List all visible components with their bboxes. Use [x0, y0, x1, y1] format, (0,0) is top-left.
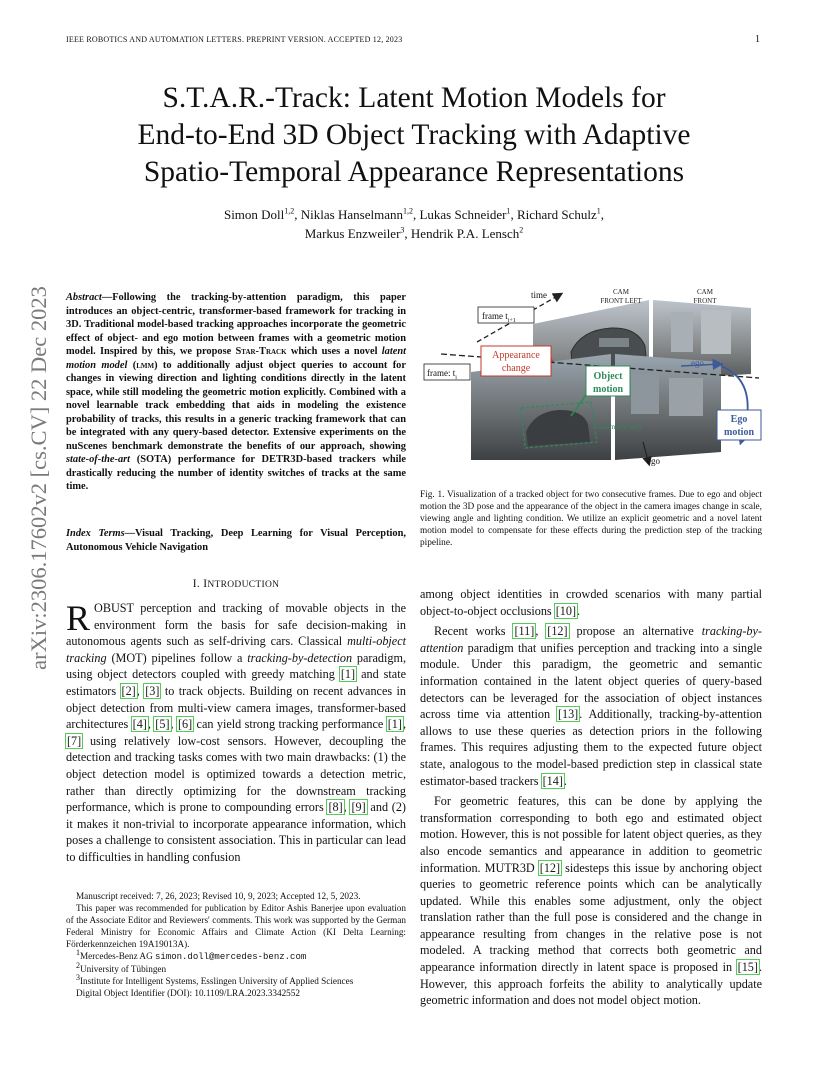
section-title-initial: I	[203, 578, 208, 590]
ego-top-label: ego	[691, 358, 704, 368]
ego-bottom-label: ego	[647, 456, 660, 466]
citation-link[interactable]: [6]	[177, 717, 193, 732]
lmm-abbreviation: lmm	[136, 359, 155, 371]
body-text: and (2) it makes it non-trivial to incorporate appearance information, which poses a challenge to consistent association. This in particular can lead to difficulties in handling confusion	[66, 800, 406, 864]
footnote-affiliation-2	[66, 960, 406, 975]
citation-link[interactable]: [1]	[387, 717, 402, 732]
author-line-1: Simon Doll$^{1,2}$, Niklas Hanselmann$^{1,2}$, Lukas Schneider$^1$, Richard Schulz$^1$,	[223, 206, 605, 222]
author-list	[66, 205, 762, 243]
index-terms-text: —Visual Tracking, Deep Learning for Visual Perception, Autonomous Vehicle Navigation	[66, 528, 406, 553]
section-heading	[66, 578, 406, 590]
cam-front-label-2: FRONT	[693, 297, 717, 305]
author-name: Richard Schulz	[516, 207, 597, 222]
citation-link[interactable]: [12]	[547, 624, 568, 639]
body-text: ,	[535, 624, 547, 639]
citation-link[interactable]: [10]	[555, 603, 577, 618]
section-number: I.	[192, 578, 201, 590]
index-terms-label: Index Terms	[66, 528, 125, 539]
body-text: ,	[402, 717, 406, 732]
caption-text: Visualization of a tracked object for two consecutive frames. Due to ego and object motion the 3D pose and the appearance of the object in the camera images change in scale, viewing angle and lighting condition. We utilize an explicit geometric and a novel latent motion model to compensate for these effects during the prediction step of the tracking pipeline.	[420, 490, 762, 548]
citation-link[interactable]: [2]	[121, 683, 136, 698]
citation-link[interactable]: [12]	[539, 860, 561, 875]
footnote-affiliation-1	[66, 947, 406, 963]
title-line-3: Spatio-Temporal Appearance Representations	[143, 156, 685, 188]
affiliation-mark: 1	[76, 947, 80, 957]
body-text: For geometric features, this can be done by applying the transformation corresponding to both ego and estimated object motion. However, this is not possible for latent object queries, as they also encode semantics and appearance in addition to geometric information. MUTR3D	[420, 794, 762, 875]
body-italic: multi-object tracking	[66, 634, 406, 665]
author-affiliation-mark: 3	[400, 225, 405, 235]
footnote-affiliation-3	[66, 972, 406, 987]
caption-label: Fig. 1.	[420, 490, 445, 500]
arxiv-stamp-text: arXiv:2306.17602v2 [cs.CV] 22 Dec 2023	[26, 285, 51, 670]
body-text: OBUST perception and tracking of movable objects in the environment form the basis for safe decision-making in autonomous agents such as self-driving cars. Classical	[66, 601, 406, 649]
figure-1-illustration	[421, 282, 763, 474]
building-shape	[671, 312, 693, 352]
email-address[interactable]: simon.doll@mercedes-benz.com	[155, 952, 307, 962]
citation-link[interactable]: [13]	[557, 707, 579, 722]
affiliation-text: Institute for Intelligent Systems, Esslingen University of Applied Sciences	[80, 976, 354, 986]
method-name: Star-Track	[235, 346, 287, 357]
running-header: IEEE ROBOTICS AND AUTOMATION LETTERS. PREPRINT VERSION. ACCEPTED 12, 2023	[66, 35, 403, 44]
body-text: ,	[170, 717, 177, 732]
abstract	[66, 291, 406, 494]
footnote-doi: Digital Object Identifier (DOI): 10.1109/LRA.2023.3342552	[76, 988, 300, 998]
time-label: time	[531, 290, 547, 300]
appearance-change-label-1: Appearance	[492, 350, 540, 361]
building-shape	[701, 310, 731, 354]
citation-link[interactable]: [1]	[340, 667, 356, 682]
footnotes	[66, 890, 406, 999]
arxiv-stamp	[20, 280, 58, 675]
abstract-text: (	[127, 359, 137, 371]
citation-link[interactable]: [4]	[132, 717, 147, 732]
cam-image-current-front	[615, 354, 721, 460]
appearance-change-label-2: change	[501, 363, 531, 374]
body-text: propose an alternative	[568, 624, 702, 639]
cam-front-left-label-1: CAM	[613, 288, 629, 296]
ego-motion-label-1: Ego	[730, 414, 748, 425]
body-text: to track objects. Building on recent advances in object detection from multi-view camera images, transformer-based architectures	[66, 683, 407, 732]
lmm-term: latent motion model	[66, 346, 407, 371]
cam-front-label-1: CAM	[697, 288, 713, 296]
citation-link[interactable]: [3]	[145, 683, 160, 698]
sota-term: state-of-the-art	[66, 454, 131, 465]
citation-link[interactable]: [8]	[328, 800, 343, 815]
body-text: Recent works	[434, 624, 514, 639]
abstract-text: which uses a novel	[286, 346, 382, 357]
affiliation-mark: 3	[76, 972, 80, 982]
body-text: . Additionally, tracking-by-attention allows to use these queries as detection priors in the following frames. This requires adjusting them to the expected future object state, analogous to the model-based prediction step in classical state estimator-based trackers	[420, 707, 763, 788]
paragraph	[420, 793, 762, 1009]
abstract-text: ) to additionally adjust object queries to account for changes in viewing direction and lighting conditions directly in the latent space, while still modeling the geometric motion explicitly. Combined with a novel learnable track embedding that aids in modeling the existence probability of tracks, this results in a generic tracking framework that can be integrated with any query-based detector. Extensive experiments on the nuScenes benchmark demonstrate the benefits of our approach, showing	[66, 359, 406, 452]
author-name: Simon Doll	[223, 207, 285, 222]
author-affiliation-mark: 1	[506, 206, 511, 216]
abstract-text: (SOTA) performance for DETR3D-based trackers while drastically reducing the number of identity switches of tracks at the same time.	[66, 454, 406, 492]
intro-right-column	[420, 586, 762, 1009]
frame-current-label: frame: $t_i$	[427, 368, 457, 381]
author-affiliation-mark: 2	[519, 225, 524, 235]
author-line-2: Markus Enzweiler$^3$, Hendrik P.A. Lensch$^2$	[304, 225, 524, 241]
page-number: 1	[755, 34, 760, 45]
citation-link[interactable]: [7]	[67, 733, 82, 748]
body-text: ,	[147, 717, 155, 732]
figure-1	[421, 282, 763, 474]
building-shape	[631, 374, 659, 414]
footnote-received: Manuscript received: 7, 26, 2023; Revised 10, 9, 2023; Accepted 12, 5, 2023.	[76, 891, 361, 901]
body-text: and state estimators	[66, 667, 407, 698]
drop-cap: R	[66, 598, 91, 638]
author-name: Hendrik P.A. Lensch	[410, 226, 520, 241]
title-line-2: End-to-End 3D Object Tracking with Adaptive	[137, 119, 691, 151]
body-text: . However, this approach forfeits the ability to analytically update geometric information and does not model object motion.	[420, 960, 762, 1008]
object-motion-label-2: motion	[593, 384, 623, 395]
affiliation-mark: 2	[76, 960, 80, 970]
body-text: using relatively low-cost sensors. However, decoupling the detection and tracking tasks comes with two main drawbacks: (1) the object detection model is optimized towards a detection metric, rather than directly optimizing for the downstream tracking performance, which is prone to compounding errors	[66, 733, 406, 815]
title-line-1: S.T.A.R.-Track: Latent Motion Models for	[162, 82, 666, 114]
body-text: ,	[343, 800, 351, 815]
body-text: .	[577, 603, 581, 618]
ego-motion-label-2: motion	[724, 427, 754, 438]
citation-link[interactable]: [5]	[155, 717, 170, 732]
index-terms	[66, 527, 406, 554]
body-text: .	[563, 773, 567, 788]
body-italic: tracking-by-detection	[247, 650, 353, 665]
body-italic: tracking-by-attention	[420, 624, 762, 655]
paragraph	[420, 623, 762, 789]
geometry-only-label: Geometry only	[597, 422, 643, 431]
body-text: paradigm, using object detectors coupled with greedy matching	[66, 650, 406, 682]
footnote-editor: This paper was recommended for publication by Editor Ashis Banerjee upon evaluation of the Associate Editor and Reviewers' comments. This work was supported by the German Federal Ministry for Economic Affairs and Climate Action (KI Delta Learning: Förderkennzeichen 19A19013A).	[66, 903, 406, 949]
citation-link[interactable]: [15]	[737, 960, 758, 975]
body-text: among object identities in crowded scenarios with many partial object-to-object occlusions	[420, 587, 762, 618]
cam-front-left-label-2: FRONT LEFT	[600, 297, 642, 305]
author-affiliation-mark: 1,2	[402, 206, 413, 216]
body-text: ,	[136, 683, 145, 698]
frame-next-label: frame $t_{i+1}$	[482, 311, 516, 324]
paper-title	[66, 80, 762, 191]
affiliation-text: Mercedes-Benz AG	[80, 951, 156, 961]
body-text: sidesteps this issue by anchoring object queries to geometric reference points which can be analytically updated. While this enables some adjustment, only the object translation rather than the full pose is considered and the change in appearance resulting from changes in the relative pose is not modeled. A tracking method that corrects both geometric and appearance information directly in latent space is proposed in	[420, 860, 762, 975]
body-text: paradigm that unifies perception and tracking into a single module. Under this paradigm, the geometric and semantic information contained in the latent object queries of query-based detectors can be leveraged for the association of object instances across time via attention	[420, 640, 762, 722]
intro-left-column	[66, 600, 406, 866]
citation-link[interactable]: [11]	[514, 624, 535, 639]
paragraph	[420, 586, 762, 619]
citation-link[interactable]: [9]	[351, 800, 366, 815]
figure-caption	[420, 489, 762, 549]
author-name: Niklas Hanselmann	[300, 207, 403, 222]
citation-link[interactable]: [14]	[542, 773, 563, 788]
section-title-rest: NTRODUCTION	[207, 580, 280, 590]
abstract-text: —Following the tracking-by-attention paradigm, this paper introduces an object-centric, transformer-based framework for tracking in 3D. Traditional model-based tracking approaches incorporate the geometric effect of object- and ego motion between frames with a geometric motion model. Inspired by this, we propose	[66, 292, 406, 357]
abstract-label: Abstract	[66, 292, 102, 303]
building-shape	[669, 378, 703, 416]
object-motion-label-1: Object	[593, 371, 623, 382]
body-text: can yield strong tracking performance	[193, 717, 387, 732]
author-name: Lukas Schneider	[419, 207, 507, 222]
author-name: Markus Enzweiler	[304, 226, 401, 241]
author-affiliation-mark: 1,2	[284, 206, 295, 216]
car-next-highlight	[599, 338, 629, 347]
affiliation-text: University of Tübingen	[80, 964, 167, 974]
body-text: (MOT) pipelines follow a	[106, 650, 248, 665]
author-affiliation-mark: 1	[596, 206, 601, 216]
